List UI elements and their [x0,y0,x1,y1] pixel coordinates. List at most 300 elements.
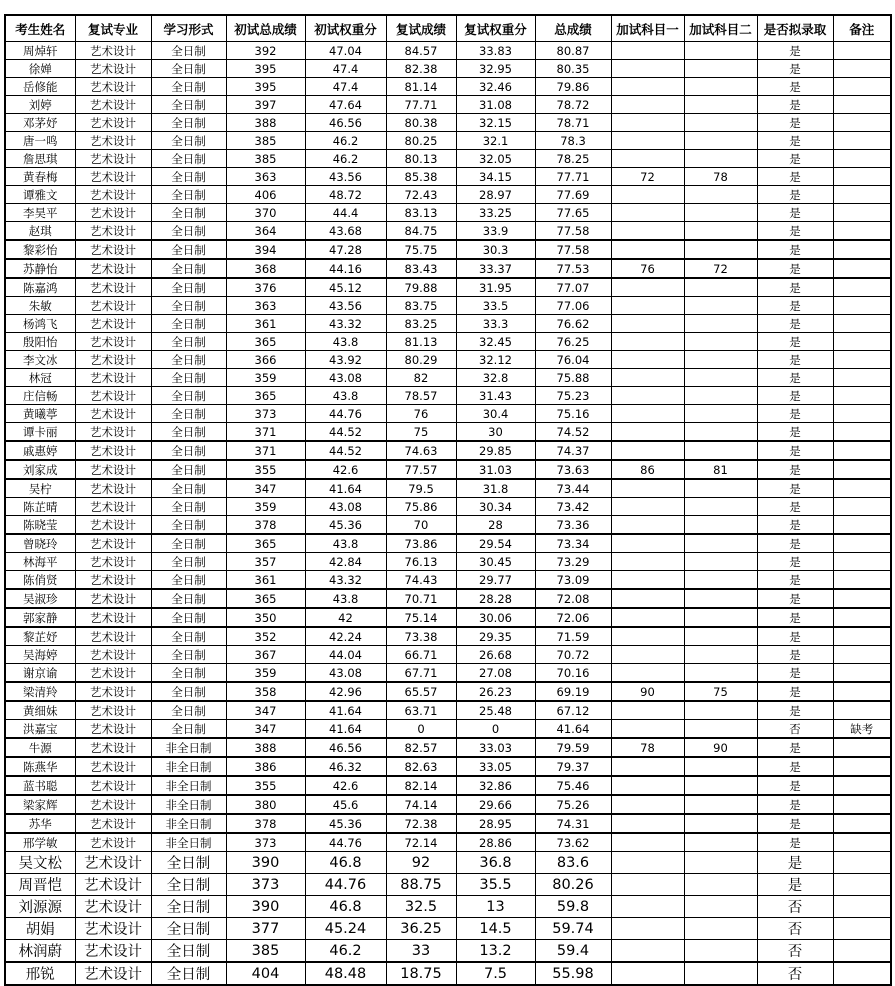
table-cell [833,114,891,132]
table-cell: 78.57 [386,387,456,405]
table-cell: 是 [757,240,833,259]
table-cell: 67.71 [386,664,456,683]
table-cell: 0 [386,720,456,739]
table-cell: 周晋恺 [5,874,75,896]
table-cell: 76.62 [535,315,611,333]
table-cell [611,114,684,132]
table-cell: 42.24 [305,627,386,646]
table-cell: 388 [226,114,305,132]
table-cell: 368 [226,259,305,278]
table-cell: 43.8 [305,589,386,608]
table-cell: 33.83 [456,42,535,60]
table-cell: 是 [757,627,833,646]
table-cell [833,204,891,222]
table-cell [611,240,684,259]
table-cell [833,874,891,896]
table-cell: 82.14 [386,776,456,795]
table-cell: 373 [226,874,305,896]
table-cell [611,186,684,204]
table-cell [684,498,757,516]
table-cell: 392 [226,42,305,60]
table-cell [611,874,684,896]
table-cell: 390 [226,896,305,918]
table-cell: 否 [757,896,833,918]
table-cell: 26.68 [456,646,535,664]
table-cell: 非全日制 [151,833,226,852]
table-cell [611,776,684,795]
table-row [5,351,891,369]
table-cell [684,516,757,535]
table-cell: 44.4 [305,204,386,222]
table-cell [833,96,891,114]
table-cell: 33.37 [456,259,535,278]
table-cell: 是 [757,738,833,757]
table-cell: 73.36 [535,516,611,535]
table-cell: 390 [226,852,305,874]
table-cell [611,405,684,423]
table-cell: 陈嘉鸿 [5,278,75,297]
table-cell: 艺术设计 [75,720,151,739]
table-cell: 否 [757,918,833,940]
table-cell: 365 [226,589,305,608]
table-cell: 31.43 [456,387,535,405]
table-cell [833,60,891,78]
header-cell: 总成绩 [535,15,611,42]
table-cell [833,553,891,571]
table-cell: 366 [226,351,305,369]
table-cell: 全日制 [151,168,226,186]
table-cell: 谭雅文 [5,186,75,204]
table-cell: 47.04 [305,42,386,60]
table-row [5,646,891,664]
table-cell [611,571,684,590]
table-cell [611,315,684,333]
table-cell: 77.71 [386,96,456,114]
table-cell [833,814,891,833]
table-cell: 35.5 [456,874,535,896]
table-cell: 是 [757,150,833,168]
table-cell: 43.56 [305,297,386,315]
header-cell: 备注 [833,15,891,42]
table-cell [833,351,891,369]
table-cell [611,516,684,535]
table-cell [833,833,891,852]
table-cell [833,423,891,442]
table-cell: 72.38 [386,814,456,833]
table-cell: 艺术设计 [75,387,151,405]
table-cell: 艺术设计 [75,516,151,535]
table-cell [833,405,891,423]
table-cell: 28.97 [456,186,535,204]
table-cell: 365 [226,333,305,351]
table-cell: 艺术设计 [75,423,151,442]
table-row [5,259,891,278]
table-cell: 33 [386,940,456,963]
table-cell: 59.74 [535,918,611,940]
table-cell: 395 [226,60,305,78]
table-cell: 77.53 [535,259,611,278]
table-row [5,720,891,739]
table-row [5,387,891,405]
table-cell: 47.4 [305,60,386,78]
table-row [5,896,891,918]
table-cell: 徐婵 [5,60,75,78]
table-cell: 42.6 [305,776,386,795]
table-cell: 艺术设计 [75,259,151,278]
table-cell [684,132,757,150]
header-cell: 复试专业 [75,15,151,42]
table-cell [611,553,684,571]
table-cell: 28.95 [456,814,535,833]
table-cell: 艺术设计 [75,150,151,168]
table-cell: 357 [226,553,305,571]
table-cell: 梁家辉 [5,795,75,814]
table-cell [611,664,684,683]
table-cell [684,896,757,918]
table-cell: 否 [757,940,833,963]
table-cell: 全日制 [151,516,226,535]
table-cell: 32.5 [386,896,456,918]
table-row [5,222,891,241]
table-cell [684,795,757,814]
table-cell: 是 [757,646,833,664]
table-cell: 艺术设计 [75,553,151,571]
table-cell: 是 [757,498,833,516]
table-cell: 74.43 [386,571,456,590]
table-cell: 78.25 [535,150,611,168]
table-cell: 是 [757,259,833,278]
table-cell [611,132,684,150]
table-cell [611,627,684,646]
table-cell: 28.86 [456,833,535,852]
table-cell [833,627,891,646]
table-cell: 33.05 [456,757,535,776]
table-cell: 29.85 [456,441,535,460]
table-cell: 邢锐 [5,962,75,985]
table-cell: 33.9 [456,222,535,241]
table-cell: 29.54 [456,534,535,553]
table-cell: 395 [226,78,305,96]
table-cell: 80.38 [386,114,456,132]
table-cell: 30.4 [456,405,535,423]
table-cell: 365 [226,387,305,405]
table-cell: 林润蔚 [5,940,75,963]
table-cell: 385 [226,150,305,168]
table-cell [611,701,684,720]
table-cell [611,333,684,351]
table-cell: 全日制 [151,553,226,571]
table-cell: 45.36 [305,516,386,535]
table-cell: 是 [757,776,833,795]
table-cell [611,646,684,664]
table-row [5,795,891,814]
table-cell: 43.68 [305,222,386,241]
table-cell: 78.3 [535,132,611,150]
table-cell [833,918,891,940]
table-cell: 艺术设计 [75,405,151,423]
table-cell: 全日制 [151,114,226,132]
table-cell [684,186,757,204]
table-row [5,701,891,720]
table-cell: 刘源源 [5,896,75,918]
table-cell: 32.46 [456,78,535,96]
table-cell: 吴淑珍 [5,589,75,608]
table-cell: 45.12 [305,278,386,297]
table-cell [611,833,684,852]
table-cell [684,833,757,852]
table-cell: 69.19 [535,682,611,701]
table-cell: 全日制 [151,387,226,405]
table-cell [833,608,891,627]
table-cell: 90 [611,682,684,701]
table-cell: 75 [386,423,456,442]
table-cell: 非全日制 [151,814,226,833]
table-cell: 47.4 [305,78,386,96]
table-cell: 76.25 [535,333,611,351]
table-cell: 全日制 [151,571,226,590]
table-cell: 386 [226,757,305,776]
table-cell: 33.3 [456,315,535,333]
table-cell: 艺术设计 [75,776,151,795]
table-cell: 81.14 [386,78,456,96]
table-cell: 42.6 [305,460,386,479]
table-cell: 是 [757,608,833,627]
table-cell: 是 [757,369,833,387]
table-row [5,405,891,423]
table-cell: 73.44 [535,479,611,498]
table-cell: 42 [305,608,386,627]
table-row [5,441,891,460]
table-row [5,460,891,479]
table-cell: 47.28 [305,240,386,259]
table-cell: 59.8 [535,896,611,918]
table-cell [684,441,757,460]
table-cell: 是 [757,387,833,405]
table-cell: 是 [757,553,833,571]
table-cell: 76.04 [535,351,611,369]
table-cell: 78 [684,168,757,186]
table-cell: 36.8 [456,852,535,874]
table-cell: 艺术设计 [75,60,151,78]
table-cell: 是 [757,204,833,222]
table-cell: 75.88 [535,369,611,387]
table-cell: 全日制 [151,918,226,940]
table-cell: 全日制 [151,874,226,896]
table-cell: 全日制 [151,186,226,204]
table-body [5,42,891,986]
table-row [5,132,891,150]
header-cell: 初试权重分 [305,15,386,42]
table-cell: 347 [226,479,305,498]
table-cell [611,918,684,940]
table-cell: 是 [757,814,833,833]
table-cell: 31.08 [456,96,535,114]
table-cell: 全日制 [151,60,226,78]
table-cell: 艺术设计 [75,297,151,315]
table-cell: 55.98 [535,962,611,985]
table-row [5,168,891,186]
table-cell: 363 [226,297,305,315]
table-cell: 27.08 [456,664,535,683]
table-cell: 7.5 [456,962,535,985]
table-cell: 371 [226,423,305,442]
table-cell [684,42,757,60]
table-cell: 全日制 [151,498,226,516]
table-cell: 郭家静 [5,608,75,627]
table-cell [833,186,891,204]
table-cell: 全日制 [151,259,226,278]
table-cell [684,852,757,874]
table-cell: 364 [226,222,305,241]
table-cell [611,297,684,315]
table-cell: 胡娟 [5,918,75,940]
table-row [5,369,891,387]
table-cell: 75.46 [535,776,611,795]
table-cell [833,42,891,60]
table-cell: 艺术设计 [75,646,151,664]
table-cell: 是 [757,852,833,874]
table-cell [833,78,891,96]
table-row [5,479,891,498]
table-cell: 46.32 [305,757,386,776]
table-cell: 361 [226,571,305,590]
table-cell: 32.45 [456,333,535,351]
table-cell: 385 [226,132,305,150]
table-cell [684,874,757,896]
table-cell: 44.52 [305,441,386,460]
table-cell [833,757,891,776]
table-cell: 艺术设计 [75,940,151,963]
table-cell: 70.71 [386,589,456,608]
table-cell: 65.57 [386,682,456,701]
table-cell: 77.06 [535,297,611,315]
table-cell: 75.75 [386,240,456,259]
table-cell: 陈俏贤 [5,571,75,590]
table-cell: 是 [757,114,833,132]
table-row [5,608,891,627]
table-cell: 是 [757,315,833,333]
table-row [5,757,891,776]
table-cell: 29.66 [456,795,535,814]
table-cell [684,78,757,96]
table-cell: 45.36 [305,814,386,833]
table-cell: 全日制 [151,96,226,114]
table-cell [684,479,757,498]
table-cell: 黄曦葶 [5,405,75,423]
table-cell: 14.5 [456,918,535,940]
table-cell: 83.13 [386,204,456,222]
table-cell: 359 [226,664,305,683]
table-cell: 46.8 [305,896,386,918]
table-cell [684,627,757,646]
table-row [5,186,891,204]
header-cell: 复试成绩 [386,15,456,42]
table-cell: 30.34 [456,498,535,516]
table-cell [611,962,684,985]
table-cell: 84.57 [386,42,456,60]
table-cell: 是 [757,682,833,701]
table-cell: 82 [386,369,456,387]
table-cell: 全日制 [151,441,226,460]
table-cell: 艺术设计 [75,738,151,757]
table-cell: 朱敏 [5,297,75,315]
table-cell [833,479,891,498]
table-cell: 76 [386,405,456,423]
table-cell: 牛源 [5,738,75,757]
table-cell [684,369,757,387]
table-cell: 86 [611,460,684,479]
table-cell: 全日制 [151,646,226,664]
table-cell [611,795,684,814]
table-cell: 是 [757,78,833,96]
table-cell: 全日制 [151,608,226,627]
table-cell: 32.1 [456,132,535,150]
table-cell: 艺术设计 [75,757,151,776]
table-cell: 32.86 [456,776,535,795]
table-cell: 0 [456,720,535,739]
table-cell [684,940,757,963]
table-cell: 352 [226,627,305,646]
table-cell: 非全日制 [151,776,226,795]
table-cell [611,896,684,918]
table-cell [833,571,891,590]
table-cell: 79.5 [386,479,456,498]
table-cell: 全日制 [151,589,226,608]
table-cell [684,664,757,683]
table-cell: 79.88 [386,278,456,297]
table-cell: 是 [757,874,833,896]
table-cell: 44.76 [305,833,386,852]
table-cell: 67.12 [535,701,611,720]
table-cell: 77.58 [535,240,611,259]
table-cell: 72.14 [386,833,456,852]
table-cell: 刘婷 [5,96,75,114]
table-cell: 蓝书聪 [5,776,75,795]
table-cell: 406 [226,186,305,204]
table-cell: 艺术设计 [75,918,151,940]
table-cell: 是 [757,516,833,535]
table-cell: 艺术设计 [75,460,151,479]
table-cell: 66.71 [386,646,456,664]
table-cell [833,589,891,608]
table-cell: 46.2 [305,132,386,150]
table-cell: 385 [226,940,305,963]
table-cell: 44.52 [305,423,386,442]
table-cell [684,60,757,78]
table-cell: 26.23 [456,682,535,701]
table-cell [611,757,684,776]
table-cell: 80.35 [535,60,611,78]
table-cell: 70.16 [535,664,611,683]
table-cell: 77.57 [386,460,456,479]
table-cell: 是 [757,571,833,590]
table-cell [684,776,757,795]
table-cell [833,534,891,553]
table-row [5,96,891,114]
table-cell: 艺术设计 [75,608,151,627]
table-cell [611,42,684,60]
table-cell: 是 [757,42,833,60]
table-cell: 艺术设计 [75,441,151,460]
table-cell: 谢京谕 [5,664,75,683]
table-cell: 是 [757,60,833,78]
table-cell: 47.64 [305,96,386,114]
table-cell [833,940,891,963]
table-cell [611,60,684,78]
table-cell: 全日制 [151,664,226,683]
table-cell [833,776,891,795]
table-cell: 75.26 [535,795,611,814]
